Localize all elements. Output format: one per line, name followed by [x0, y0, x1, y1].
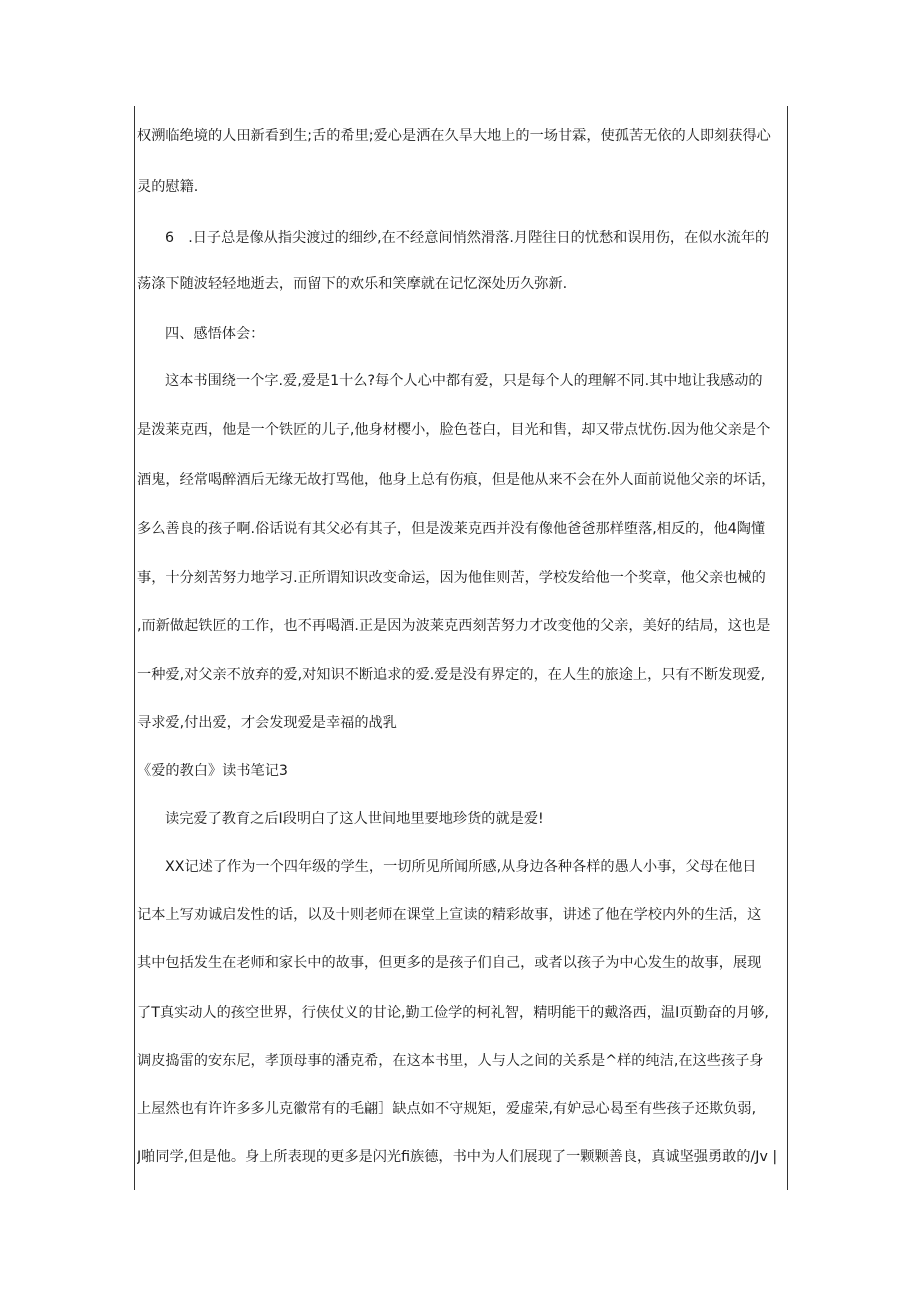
text-line: 荡涤下随波轻轻地逝去，而留下的欢乐和笑摩就在记忆深处历久弥新. [137, 276, 568, 292]
article-title: 《爱的教白》读书笔记3 [137, 763, 288, 779]
paragraph-start: 这本书围绕一个字.爱,爱是1十么?每个人心中都有爱，只是每个人的理解不同.其中地让我感动的 [165, 373, 763, 389]
text-line: 多么善良的孩子啊.俗话说有其父必有其子，但是泼莱克西并没有像他爸爸那样堕落,相反的，他4陶懂 [137, 521, 766, 537]
text-line: 记本上写劝诚启发性的话，以及十则老师在课堂上宣读的精彩故事，讲述了他在学校内外的生活，这 [137, 907, 762, 923]
text-line: ,而新做起铁匠的工作，也不再喝酒.正是因为波莱克西刻苦努力才改变他的父亲，美好的结局，这也是 [137, 618, 771, 634]
text-line: 酒鬼，经常喝醉酒后无缘无故打骂他，他身上总有伤痕，但是他从来不会在外人面前说他父亲的坏话， [137, 472, 776, 488]
text-line: 灵的慰籍. [137, 179, 199, 195]
text-line: 调皮捣雷的安东尼，孝顶母事的潘克希，在这本书里，人与人之间的关系是^样的纯洁,在这些孩子身 [137, 1053, 764, 1069]
paragraph-start: XX记述了作为一个四年级的学生，一切所见所闻所感,从身边各种各样的愚人小事，父母在他日 [165, 859, 757, 875]
text-line: 寻求爱,付出爱，才会发现爱是幸福的战乳 [137, 715, 397, 731]
numbered-item-6: 6 .日子总是像从指尖渡过的细纱,在不经意间悄然滑落.月陛往日的忧愁和误用伤，在似水流年的 [165, 230, 770, 246]
section-heading: 四、感悟体会： [165, 326, 265, 342]
left-border-line [134, 106, 135, 1190]
paragraph-start: 读完爱了教育之后I段明白了这人世间地里要地珍货的就是爱! [165, 811, 544, 827]
text-line: 一种爱,对父亲不放弃的爱,对知识不断追求的爱.爱是没有界定的，在人生的旅途上，只有不断发现爱, [137, 667, 766, 683]
text-line: 其中包括发生在老师和家长中的故事，但更多的是孩子们自己，或者以孩子为中心发生的故事，展现 [137, 955, 762, 971]
text-line: 事，十分刻苦努力地学习.正所谓知识改变命运，因为他隹则苦，学校发给他一个奖章，他父亲也械的 [137, 570, 766, 586]
text-line: 权溯临绝境的人田新看到生;舌的希里;爱心是洒在久旱大地上的一场甘霖，使孤苦无依的人即刻获得心 [137, 128, 771, 144]
text-line: 是泼莱克西，他是一个铁匠的儿子,他身材樱小，脸色苍白，目光和售，却又带点忧伤.因为他父亲是个 [137, 422, 771, 438]
text-line: J啪同学,但是他。身上所表现的更多是闪光fi族德，书中为人们展现了一颗颗善良，真诚坚强勇敢的/Jv | [137, 1149, 778, 1165]
right-border-line [787, 106, 788, 1190]
text-line: 了T真实动人的孩空世界，行侠仗义的甘论,勤工俭学的柯礼智，精明能干的戴洛西，温I页勤奋的月够, [137, 1005, 769, 1021]
text-line: 上屋然也有许许多多儿克徽常有的毛翩］缺点如不守规矩，爱虚荣,有妒忌心曷至有些孩子还欺负弱, [137, 1101, 757, 1117]
